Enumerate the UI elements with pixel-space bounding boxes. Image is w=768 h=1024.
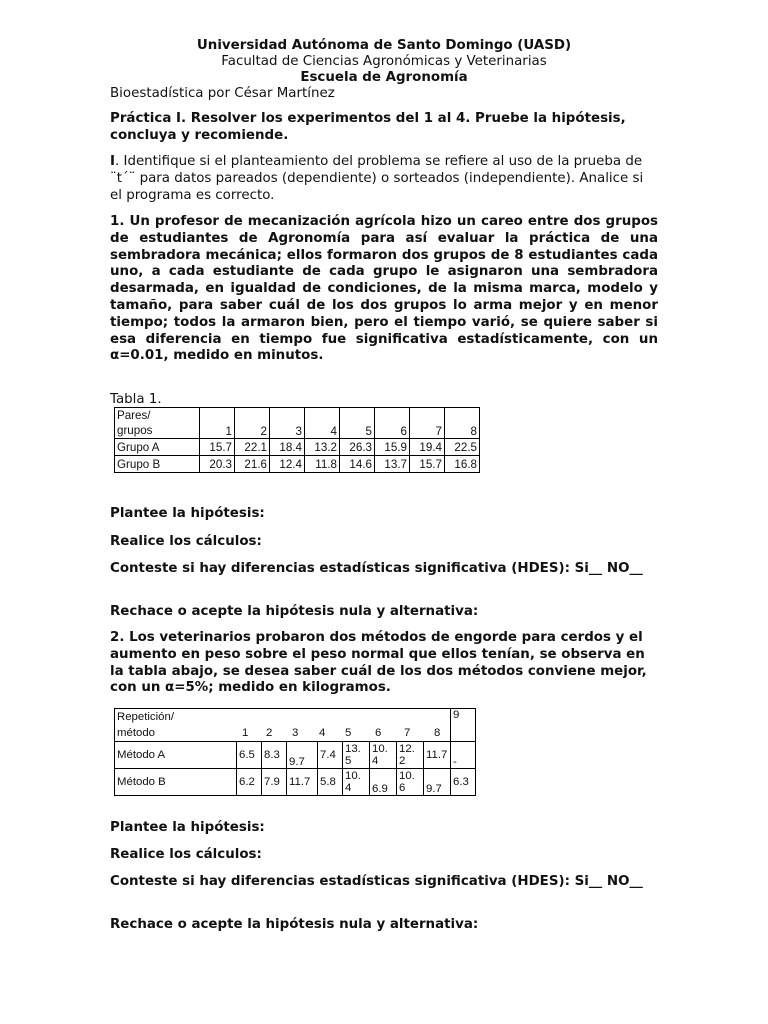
table-row <box>115 439 480 456</box>
table-cell: 7.4 <box>318 742 343 769</box>
table-cell: 11.8 <box>305 456 340 473</box>
table-1-col-header: 5 <box>340 408 375 439</box>
problem-2-statement: 2. Los veterinarios probaron dos métodos de engorde para cerdos y el aumento en peso sobre el peso normal que ellos tenían, se observa en la tabla abajo, se desea saber cuál de los dos métodos conviene mejor, con un α=5%; medido en kilogramos. <box>110 630 647 696</box>
row-label: Grupo B <box>115 456 200 473</box>
table-2-header <box>115 709 451 742</box>
table-cell: 18.4 <box>270 439 305 456</box>
course-line: Bioestadística por César Martínez <box>110 86 335 101</box>
table-2-col-header: 1 <box>242 727 249 739</box>
table-1-corner-label: Pares/ grupos <box>115 408 200 439</box>
table-1-col-header: 2 <box>235 408 270 439</box>
table-2-col-header: 4 <box>319 727 326 739</box>
table-cell: 19.4 <box>410 439 445 456</box>
table-row <box>115 769 476 796</box>
table-cell: 10.6 <box>397 769 424 796</box>
practice-title: Práctica I. Resolver los experimentos del 1 al 4. Pruebe la hipótesis, concluya y recomiende. <box>110 111 626 143</box>
table-cell: 15.7 <box>410 456 445 473</box>
table-1-col-header: 4 <box>305 408 340 439</box>
table-cell: 5.8 <box>318 769 343 796</box>
row-label: Método B <box>115 769 237 796</box>
table-cell: - <box>451 742 476 769</box>
intro-text: . Identifique si el planteamiento del problema se refiere al uso de la prueba de ¨t´¨ para datos pareados (dependiente) o sorteados (independiente). Analice si el programa es correcto. <box>110 154 644 203</box>
table-1-col-header: 1 <box>200 408 235 439</box>
table-2 <box>114 708 476 796</box>
table-2-col-header: 7 <box>404 727 411 739</box>
table-cell: 13.5 <box>343 742 370 769</box>
row-label: Método A <box>115 742 237 769</box>
table-cell: 14.6 <box>340 456 375 473</box>
table-cell: 22.1 <box>235 439 270 456</box>
table-cell: 21.6 <box>235 456 270 473</box>
table-cell: 15.7 <box>200 439 235 456</box>
table-cell: 10.4 <box>370 742 397 769</box>
table-cell: 12.4 <box>270 456 305 473</box>
table-cell: 6.2 <box>237 769 262 796</box>
table-2-col-header: 3 <box>292 727 299 739</box>
table-2-header-row <box>115 709 476 742</box>
p1-hypothesis-prompt: Plantee la hipótesis: <box>110 506 265 521</box>
table-cell: 6.9 <box>370 769 397 796</box>
table-2-corner-label-1: Repetición/ <box>117 711 174 723</box>
table-cell: 8.3 <box>262 742 287 769</box>
school-name: Escuela de Agronomía <box>300 70 468 85</box>
table-cell: 13.7 <box>375 456 410 473</box>
table-cell: 22.5 <box>445 439 480 456</box>
table-cell: 15.9 <box>375 439 410 456</box>
table-cell: 6.3 <box>451 769 476 796</box>
table-1 <box>114 407 480 473</box>
intro-roman-numeral: I <box>110 154 115 169</box>
table-1-header-row <box>115 408 480 439</box>
table-1-col-header: 7 <box>410 408 445 439</box>
table-cell: 11.7 <box>287 769 318 796</box>
table-cell: 16.8 <box>445 456 480 473</box>
table-cell: 26.3 <box>340 439 375 456</box>
table-2-col-header: 5 <box>345 727 352 739</box>
table-2-col-header: 8 <box>434 727 441 739</box>
row-label: Grupo A <box>115 439 200 456</box>
table-cell: 10.4 <box>343 769 370 796</box>
p1-reject-prompt: Rechace o acepte la hipótesis nula y alternativa: <box>110 604 479 619</box>
university-name: Universidad Autónoma de Santo Domingo (UASD) <box>196 38 572 53</box>
table-2-col-header: 6 <box>375 727 382 739</box>
table-cell: 9.7 <box>287 742 318 769</box>
faculty-name: Facultad de Ciencias Agronómicas y Veterinarias <box>221 54 547 69</box>
table-cell: 9.7 <box>424 769 451 796</box>
p2-calculations-prompt: Realice los cálculos: <box>110 847 262 862</box>
table-row <box>115 742 476 769</box>
p2-reject-prompt: Rechace o acepte la hipótesis nula y alternativa: <box>110 917 479 932</box>
problem-1-statement: 1. Un profesor de mecanización agrícola hizo un careo entre dos grupos de estudiantes de Agronomía para así evaluar la práctica de una sembradora mecánica; ellos formaron dos grupos de 8 estudiantes cada uno, a cada estudiante de cada grupo le asignaron una sembradora desarmada, en igualdad de condiciones, de la misma marca, modelo y tamaño, para saber cuál de los dos grupos lo arma mejor y en menor tiempo; todos la armaron bien, pero el tiempo varió, se quiere saber si esa diferencia en tiempo fue significativa estadísticamente, con un α=0.01, medido en minutos. <box>110 214 658 364</box>
p2-hdes-prompt: Conteste si hay diferencias estadísticas significativa (HDES): Si__ NO__ <box>110 874 643 889</box>
table-1-caption: Tabla 1. <box>110 392 162 407</box>
table-row <box>115 456 480 473</box>
table-1-col-header: 6 <box>375 408 410 439</box>
p1-calculations-prompt: Realice los cálculos: <box>110 534 262 549</box>
table-cell: 20.3 <box>200 456 235 473</box>
p1-hdes-prompt: Conteste si hay diferencias estadísticas significativa (HDES): Si__ NO__ <box>110 561 643 576</box>
table-2-col-header: 9 <box>451 709 476 742</box>
table-2-corner-label-2: método <box>117 727 155 739</box>
table-cell: 12.2 <box>397 742 424 769</box>
table-2-col-header: 2 <box>266 727 273 739</box>
table-cell: 6.5 <box>237 742 262 769</box>
table-1-col-header: 3 <box>270 408 305 439</box>
table-cell: 13.2 <box>305 439 340 456</box>
table-1-col-header: 8 <box>445 408 480 439</box>
practice-intro <box>110 154 658 204</box>
table-cell: 11.7 <box>424 742 451 769</box>
table-cell: 7.9 <box>262 769 287 796</box>
p2-hypothesis-prompt: Plantee la hipótesis: <box>110 820 265 835</box>
